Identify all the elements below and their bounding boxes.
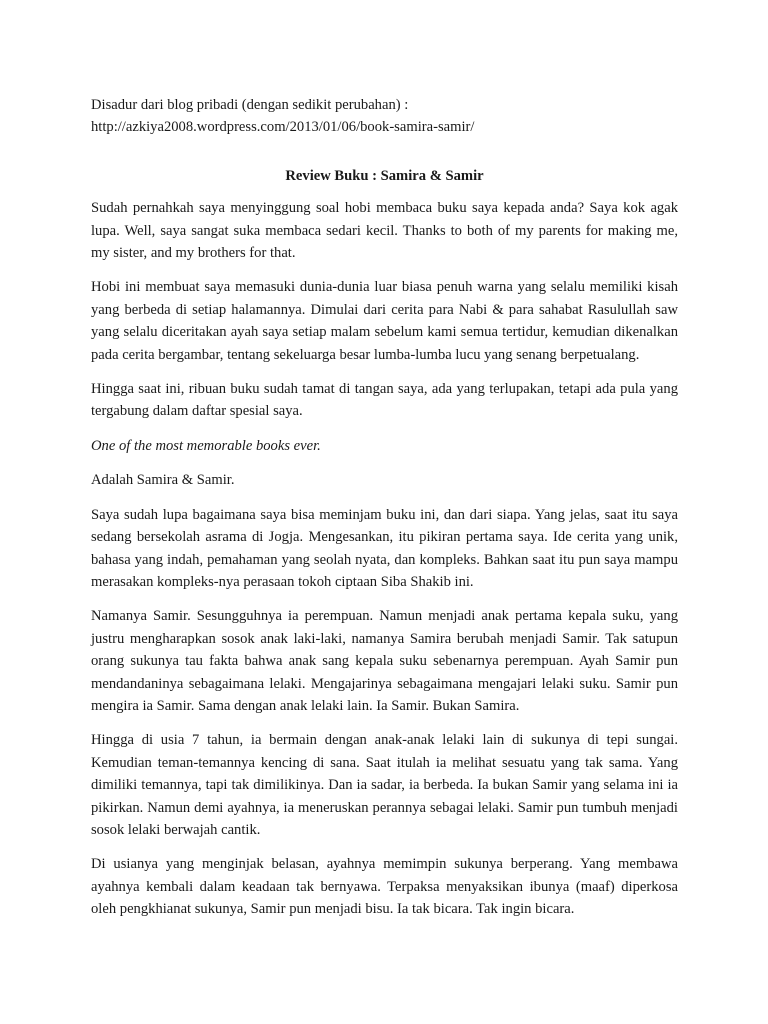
- paragraph-hobby-intro: Sudah pernahkah saya menyinggung soal hobi membaca buku saya kepada anda? Saya kok agak lupa. Well, saya sangat suka membaca sedari kecil. Thanks to both of my parents for making me, my sister, and my brothers for that.: [91, 200, 678, 262]
- review-title: Review Buku : Samira & Samir: [285, 167, 484, 184]
- paragraph-memorable-quote: One of the most memorable books ever.: [91, 437, 321, 454]
- paragraph-book-name: Adalah Samira & Samir.: [91, 472, 235, 489]
- paragraph-samir-identity: Namanya Samir. Sesungguhnya ia perempuan. Namun menjadi anak pertama kepala suku, yang justru mengharapkan sosok anak laki-laki, namanya Samira berubah menjadi Samir. Tak satupun orang sukunya tau fakta bahwa anak sang kepala suku sebenarnya perempuan. Ayah Samir pun mendandaninya sebagaimana lelaki. Mengajarinya sebagaimana mengajari lelaki suku. Samir pun mengira ia Samir. Sama dengan anak lelaki lain. Ia Samir. Bukan Samira.: [91, 608, 678, 714]
- adaptation-note: Disadur dari blog pribadi (dengan sedikit perubahan) :: [91, 97, 409, 113]
- paragraph-age-seven: Hingga di usia 7 tahun, ia bermain dengan anak-anak lelaki lain di sukunya di tepi sungai. Kemudian teman-temannya kencing di sana. Saat itulah ia melihat sesuatu yang tak sama. Yang dimiliki temannya, tapi tak dimilikinya. Dan ia sadar, ia berbeda. Ia bukan Samir yang selama ini ia pikirkan. Namun demi ayahnya, ia meneruskan perannya sebagai lelaki. Samir pun tumbuh menjadi sosok lelaki berwajah cantik.: [91, 732, 678, 838]
- paragraph-teenage-war: Di usianya yang menginjak belasan, ayahnya memimpin sukunya berperang. Yang membawa ayahnya kembali dalam keadaan tak bernyawa. Terpaksa menyaksikan ibunya (maaf) diperkosa oleh pengkhianat sukunya, Samir pun menjadi bisu. Ia tak bicara. Tak ingin bicara.: [91, 856, 678, 918]
- source-link[interactable]: http://azkiya2008.wordpress.com/2013/01/06/book-samira-samir/: [91, 119, 475, 136]
- paragraph-thousands-of-books: Hingga saat ini, ribuan buku sudah tamat di tangan saya, ada yang terlupakan, tetapi ada pula yang tergabung dalam daftar spesial saya.: [91, 381, 678, 420]
- document-page: [91, 94, 678, 921]
- paragraph-colorful-worlds: Hobi ini membuat saya memasuki dunia-dunia luar biasa penuh warna yang selalu memiliki kisah yang berbeda di setiap halamannya. Dimulai dari cerita para Nabi & para sahabat Rasulullah saw yang selalu diceritakan ayah saya setiap malam sebelum kami semua tertidur, kemudian dikenalkan pada cerita bergambar, tentang sekeluarga besar lumba-lumba lucu yang senang berpetualang.: [91, 279, 678, 363]
- paragraph-borrowing-memory: Saya sudah lupa bagaimana saya bisa meminjam buku ini, dan dari siapa. Yang jelas, saat itu saya sedang bersekolah asrama di Jogja. Mengesankan, itu pikiran pertama saya. Ide cerita yang unik, bahasa yang indah, pemahaman yang seolah nyata, dan kompleks. Bahkan saat itu pun saya mampu merasakan kompleks-nya perasaan tokoh ciptaan Siba Shakib ini.: [91, 506, 678, 590]
